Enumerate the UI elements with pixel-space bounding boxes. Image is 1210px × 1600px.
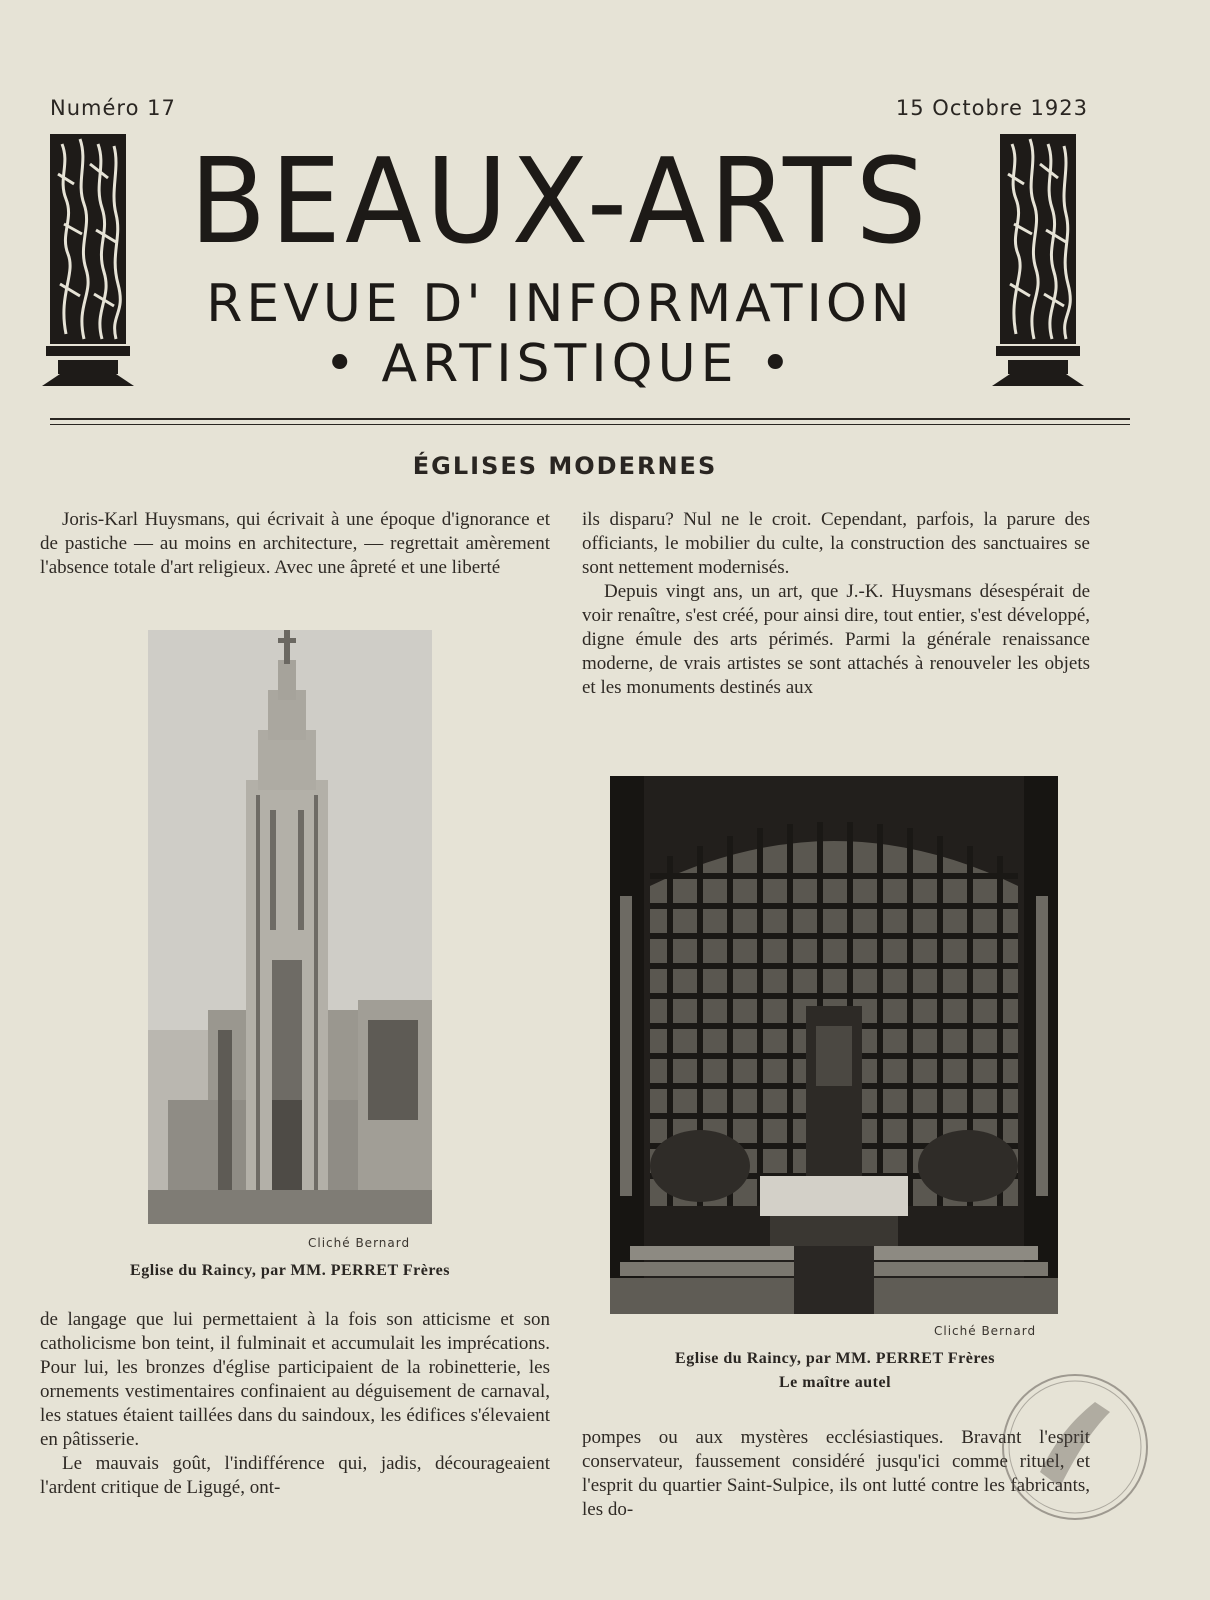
left-column-bottom-text	[40, 1308, 550, 1500]
header-rule-top	[50, 418, 1130, 420]
paragraph: pompes ou aux mystères ecclésiastiques. Bravant l'esprit conservateur, faussement considéré jusqu'ici comme rituel, et l'esprit du quartier Saint-Sulpice, ils ont lutté contre les fabricants, les do-	[582, 1427, 1090, 1520]
decorative-column-ornament-right	[990, 134, 1086, 394]
header-rule-bottom	[50, 424, 1130, 425]
masthead-subtitle-line1: REVUE D' INFORMATION	[206, 274, 914, 334]
paragraph: ils disparu? Nul ne le croit. Cependant, parfois, la parure des officiants, le mobilier du culte, la construction des sanctuaires se sont nettement modernisés.	[582, 509, 1090, 578]
issue-date: 15 Octobre 1923	[895, 96, 1088, 120]
tower-photo-credit: Cliché Bernard	[308, 1236, 411, 1250]
paragraph: de langage que lui permettaient à la fois son atticisme et son catholicisme bon teint, il fulminait et accumulait les imprécations. Pour lui, les bronzes d'église participaient de la robinetterie, les ornements vestimentaires confinaient au déguisement de carnaval, les statues étaient taillées dans du saindoux, les édifices s'élevaient en pâtisserie.	[40, 1309, 550, 1450]
photo-church-tower	[148, 630, 432, 1224]
right-column-top-text	[582, 508, 1090, 700]
decorative-column-ornament-left	[40, 134, 136, 394]
article-headline: ÉGLISES MODERNES	[412, 452, 718, 480]
issue-number: Numéro 17	[50, 96, 176, 120]
tower-photo-caption: Eglise du Raincy, par MM. PERRET Frères	[130, 1262, 450, 1279]
paragraph: Joris-Karl Huysmans, qui écrivait à une époque d'ignorance et de pastiche — au moins en architecture, — regrettait amèrement l'absence totale d'art religieux. Avec une âpreté et une liberté	[40, 509, 550, 578]
library-stamp	[1000, 1372, 1150, 1522]
altar-photo-credit: Cliché Bernard	[934, 1324, 1037, 1338]
paragraph: Le mauvais goût, l'indifférence qui, jadis, décourageaient l'ardent critique de Ligugé, ont-	[40, 1453, 550, 1498]
altar-photo-caption: Eglise du Raincy, par MM. PERRET Frères	[675, 1350, 995, 1367]
photo-church-altar	[610, 776, 1058, 1314]
altar-photo-subcaption: Le maître autel	[778, 1374, 892, 1391]
paragraph: Depuis vingt ans, un art, que J.-K. Huysmans désespérait de voir renaître, s'est créé, pour ainsi dire, tout entier, s'est développé, digne émule des arts périmés. Parmi la générale renaissance moderne, de vrais artistes se sont attachés à renouveler les objets et les monuments destinés aux	[582, 581, 1090, 698]
masthead-title: BEAUX-ARTS	[189, 133, 931, 271]
masthead-subtitle-line2: • ARTISTIQUE •	[324, 334, 796, 394]
left-column-top-text	[40, 508, 550, 580]
